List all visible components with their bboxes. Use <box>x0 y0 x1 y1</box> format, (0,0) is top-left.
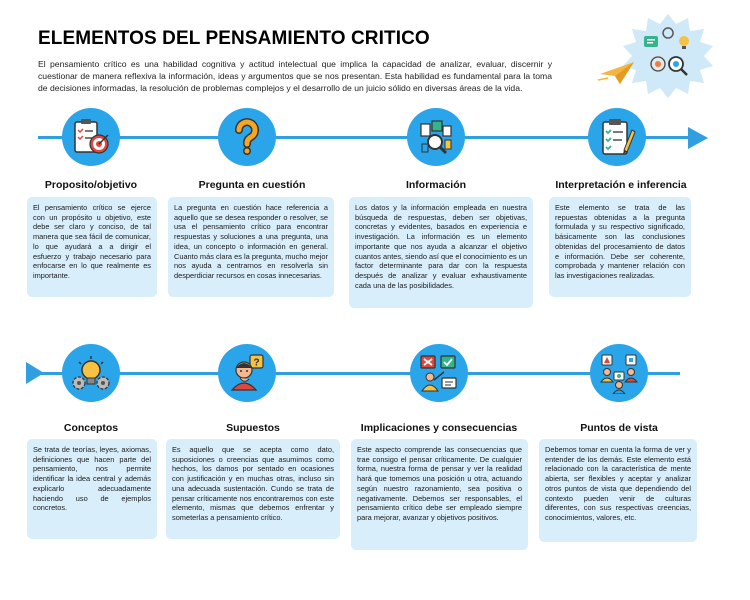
intro-paragraph: El pensamiento crítico es una habilidad cognitiva y actitud intelectual que implica la capacidad de analizar, evaluar, discernir y cuestionar de manera reflexiva la información, ideas y argumentos que se nos presentan. Esta habilidad es fundamental para la toma de decisiones informadas, la resolución de problemas complejos y el desarrollo de un juicio sólido en diversas áreas de la vida. <box>38 59 552 93</box>
element-card-6: Es aquello que se acepta como dato, suposiciones o creencias que asumimos como hechos, los damos por sentado en ocasiones con justificación y en muchas otras, incluso sin una adecuada sustentación. Cundo se trata de pensar críticamente nos encontraremos con este elemento, mismas que debemos enfrentar y someterlas a pensamiento crítico. <box>166 439 340 539</box>
element-circle-7 <box>410 344 468 402</box>
element-circle-8 <box>590 344 648 402</box>
element-circle-1 <box>62 108 120 166</box>
element-card-2: La pregunta en cuestión hace referencia a aquello que se desea responder o resolver, se usa el pensamiento crítico para encontrar respuestas y soluciones a una pregunta, una idea, un concepto o información en general. Cuanto más clara es la pregunta, mucho mejor nos ayuda a centrarnos en resolverla sin desperdiciar recursos en cosas innecesarias. <box>168 197 334 297</box>
decision-board-icon <box>418 352 460 394</box>
element-circle-3 <box>407 108 465 166</box>
element-circle-5 <box>62 344 120 402</box>
element-heading-2: Pregunta en cuestión <box>198 179 306 191</box>
paper-plane-icon <box>598 60 636 86</box>
element-heading-5: Conceptos <box>63 422 119 434</box>
element-circle-6 <box>218 344 276 402</box>
bulb-gears-icon <box>70 352 112 394</box>
element-heading-1: Proposito/objetivo <box>44 179 138 191</box>
viewpoints-people-icon <box>598 352 640 394</box>
clipboard-pen-icon <box>596 116 638 158</box>
element-card-7: Este aspecto comprende las consecuencias que trae consigo el pensar críticamente. De cualquier forma, nuestra forma de pensar y ver la realidad hará que tomemos una posición u otra, actuando según nuestro razonamiento, sea positiva o negativamente. Debemos ser responsables, el pensamiento crítico debe ser empleado siempre para mejorar, avanzar y objetivos positivos. <box>351 439 528 550</box>
element-heading-6: Supuestos <box>226 422 280 434</box>
page-title: ELEMENTOS DEL PENSAMIENTO CRITICO <box>38 28 430 49</box>
element-card-5: Se trata de teorías, leyes, axiomas, definiciones que hacen parte del pensamiento, nos permite identificar la idea central y además explicarlo adecuadamente haciendo uso de ejemplos concretos. <box>27 439 157 539</box>
thinking-person-icon <box>226 352 268 394</box>
element-circle-4 <box>588 108 646 166</box>
checklist-target-icon <box>70 116 112 158</box>
element-heading-7: Implicaciones y consecuencias <box>360 422 518 434</box>
element-heading-8: Puntos de vista <box>580 422 658 434</box>
element-circle-2 <box>218 108 276 166</box>
element-heading-4: Interpretación e inferencia <box>555 179 687 191</box>
question-mark-icon <box>226 116 268 158</box>
timeline-row-2 <box>40 372 680 375</box>
element-card-4: Este elemento se trata de las repuestas obtenidas a la pregunta formulada y su respectivo significado, básicamente son las conclusiones obtenidas del procesamiento de datos e información. Debe ser coherente, comprobada y mantener relación con las investigaciones realizadas. <box>549 197 691 297</box>
timeline-arrow-1 <box>688 127 708 149</box>
element-card-3: Los datos y la información empleada en nuestra búsqueda de respuestas, deben ser objetivas, concretas y evidentes, basados en experiencia e investigación. La información es un elemento importante que nos ayuda a alcanzar el objetivo cuantos antes, siendo así que el conocimiento es un factor determinante para dar con la respuesta después de analizar y evaluar exhaustivamente cada una de las posibilidades. <box>349 197 533 308</box>
critical-thinking-badge-icon <box>618 12 718 100</box>
svg-text:?: ? <box>253 357 260 369</box>
research-info-icon <box>415 116 457 158</box>
element-card-1: El pensamiento crítico se ejerce con un propósito u objetivo, este debe ser claro y conciso, de tal manera que sea fácil de comunicar, lo que ayudará a a dirigir el esfuerzo y trabajo necesario para enfocarse en lo que realmente es importante. <box>27 197 157 297</box>
element-card-8: Debemos tomar en cuenta la forma de ver y entender de los demás. Este elemento está relacionado con la característica de mente abierta, ser flexibles y aceptar y analizar otros puntos de vista que dependiendo del contexto pueden venir de culturas diferentes, con sus respectivas creencias, conocimientos, valores, etc. <box>539 439 697 542</box>
element-heading-3: Información <box>405 179 467 191</box>
